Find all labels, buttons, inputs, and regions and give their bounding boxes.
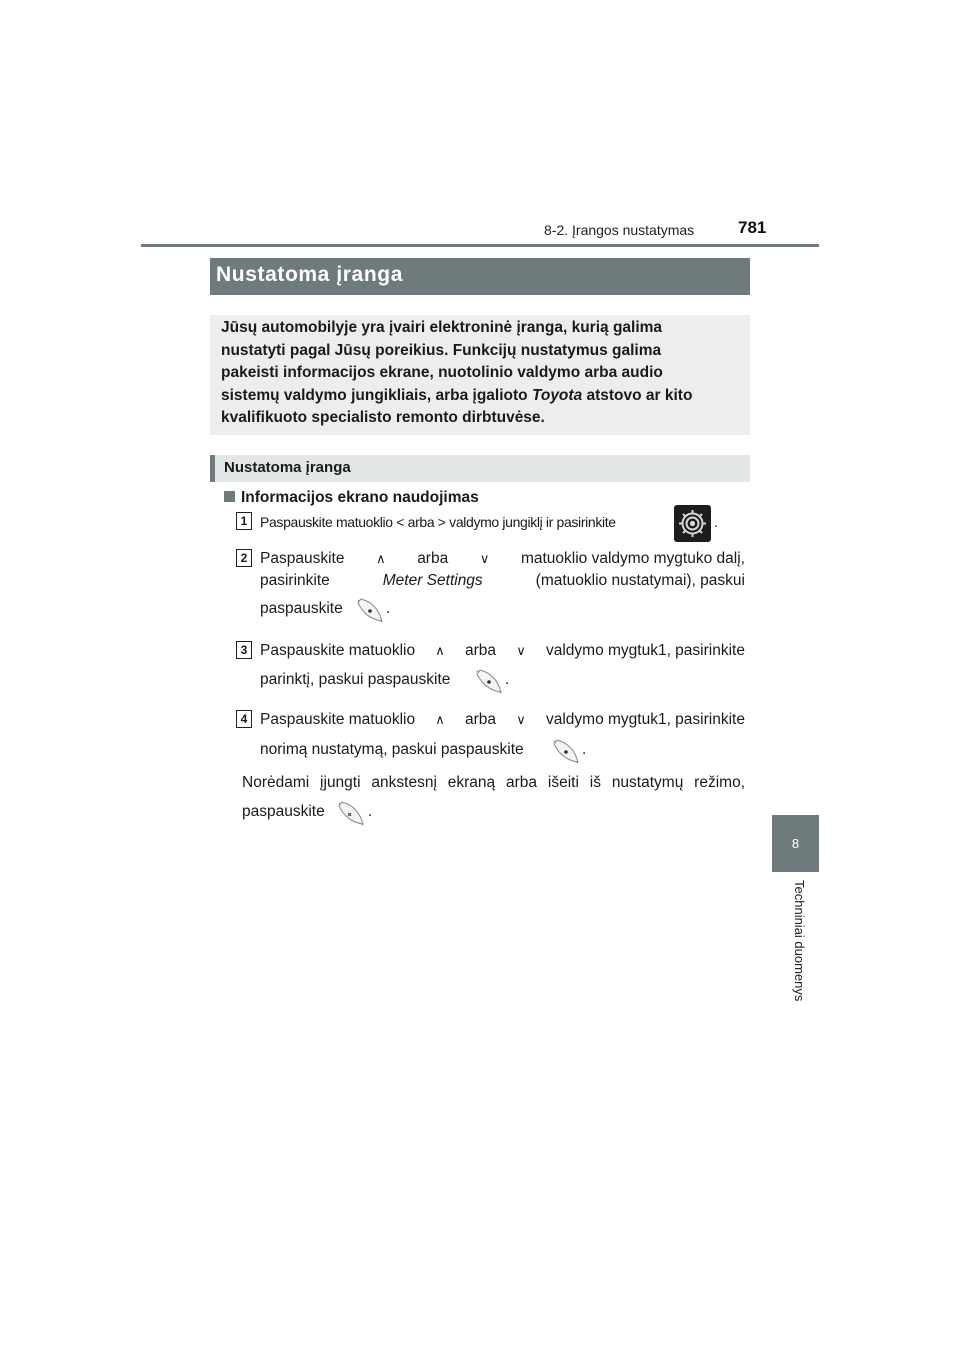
step-3-text <box>260 640 745 662</box>
step-text: Paspauskite matuoklio <box>260 514 397 530</box>
step-text: arba <box>417 550 449 567</box>
intro-line: Jūsų automobilyje yra įvairi elektroninė įranga, kurią galima <box>221 319 663 336</box>
step-text: valdymo jungiklį ir pasirinkite <box>445 514 616 530</box>
back-button-icon <box>336 800 366 833</box>
chapter-number: 8 <box>791 836 800 851</box>
enter-button-icon <box>355 597 385 630</box>
enter-button-icon <box>551 738 581 771</box>
gear-icon <box>674 505 711 542</box>
step-3-line2 <box>260 671 450 689</box>
section-heading <box>224 489 479 507</box>
left-arrow-symbol: < <box>396 514 405 530</box>
section-heading-text: Informacijos ekrano naudojimas <box>241 489 479 506</box>
step-line <box>260 709 745 731</box>
step-badge: 3 <box>236 641 252 659</box>
step-text: arba <box>465 711 497 728</box>
section-title: 8-2. Įrangos nustatymas <box>544 222 695 238</box>
down-symbol: ∨ <box>516 643 526 658</box>
up-symbol: ∧ <box>376 551 386 566</box>
step-text: paspauskite <box>260 600 343 617</box>
note-line2: paspauskite <box>242 803 325 820</box>
down-symbol: ∨ <box>479 551 490 566</box>
brand-name: Toyota <box>531 386 583 404</box>
step-text: arba <box>465 642 497 659</box>
step-4-end: . <box>582 741 587 758</box>
step-2-end: . <box>386 600 391 617</box>
step-text: Paspauskite <box>260 550 345 567</box>
intro-line: nustatyti pagal Jūsų poreikius. Funkcijų nustatymus galima <box>221 341 662 359</box>
right-arrow-symbol: > <box>437 514 446 530</box>
step-text: norimą nustatymą, paskui paspauskite <box>260 741 524 758</box>
step-text: pasirinkite <box>260 572 330 589</box>
header-rule <box>141 244 819 247</box>
menu-item-name: Meter Settings <box>382 572 483 589</box>
step-2-line3 <box>260 600 343 618</box>
step-1-end: . <box>714 514 718 530</box>
intro-line: pakeisti informacijos ekrane, nuotolinio valdymo arba audio <box>221 364 663 382</box>
step-4-text <box>260 709 745 731</box>
page-number: 781 <box>738 218 767 237</box>
page-title: Nustatoma įranga <box>210 258 750 295</box>
intro-line: kvalifikuoto specialisto remonto dirbtuvėse. <box>221 409 545 427</box>
step-4-line2 <box>260 741 524 759</box>
step-text: valdymo mygtuk1, pasirinkite <box>545 642 745 659</box>
step-line <box>260 570 745 592</box>
step-text: valdymo mygtuk1, pasirinkite <box>545 711 745 728</box>
up-symbol: ∧ <box>435 712 445 727</box>
step-line <box>260 640 745 662</box>
step-text: parinktį, paskui paspauskite <box>260 671 451 688</box>
step-line <box>260 548 745 570</box>
step-badge: 1 <box>236 512 252 530</box>
step-text: Paspauskite matuoklio <box>260 642 416 659</box>
subsection-header: Nustatoma įranga <box>210 455 750 482</box>
step-2-text <box>260 548 745 592</box>
square-bullet-icon <box>224 491 235 502</box>
step-text: Paspauskite matuoklio <box>260 711 416 728</box>
intro-text: sistemų valdymo jungikliais, arba įgalioto <box>221 386 532 404</box>
step-badge: 4 <box>236 710 252 728</box>
step-text: arba <box>404 514 438 530</box>
step-3-end: . <box>505 671 510 688</box>
enter-button-icon <box>474 668 504 701</box>
note-end: . <box>368 803 373 820</box>
up-symbol: ∧ <box>435 643 445 658</box>
chapter-label: Techniniai duomenys <box>792 880 807 1002</box>
down-symbol: ∨ <box>516 712 526 727</box>
step-1-text <box>260 514 616 530</box>
intro-line <box>221 385 739 408</box>
chapter-tab <box>772 815 819 872</box>
step-badge: 2 <box>236 549 252 567</box>
step-text: matuoklio valdymo mygtuko dalį, <box>520 550 745 567</box>
note-line: Norėdami įjungti ankstesnį ekraną arba išeiti iš nustatymų režimo, <box>242 774 745 791</box>
intro-box <box>210 315 750 435</box>
step-text: (matuoklio nustatymai), paskui <box>535 572 745 589</box>
intro-text: atstovo ar kito <box>582 386 693 404</box>
